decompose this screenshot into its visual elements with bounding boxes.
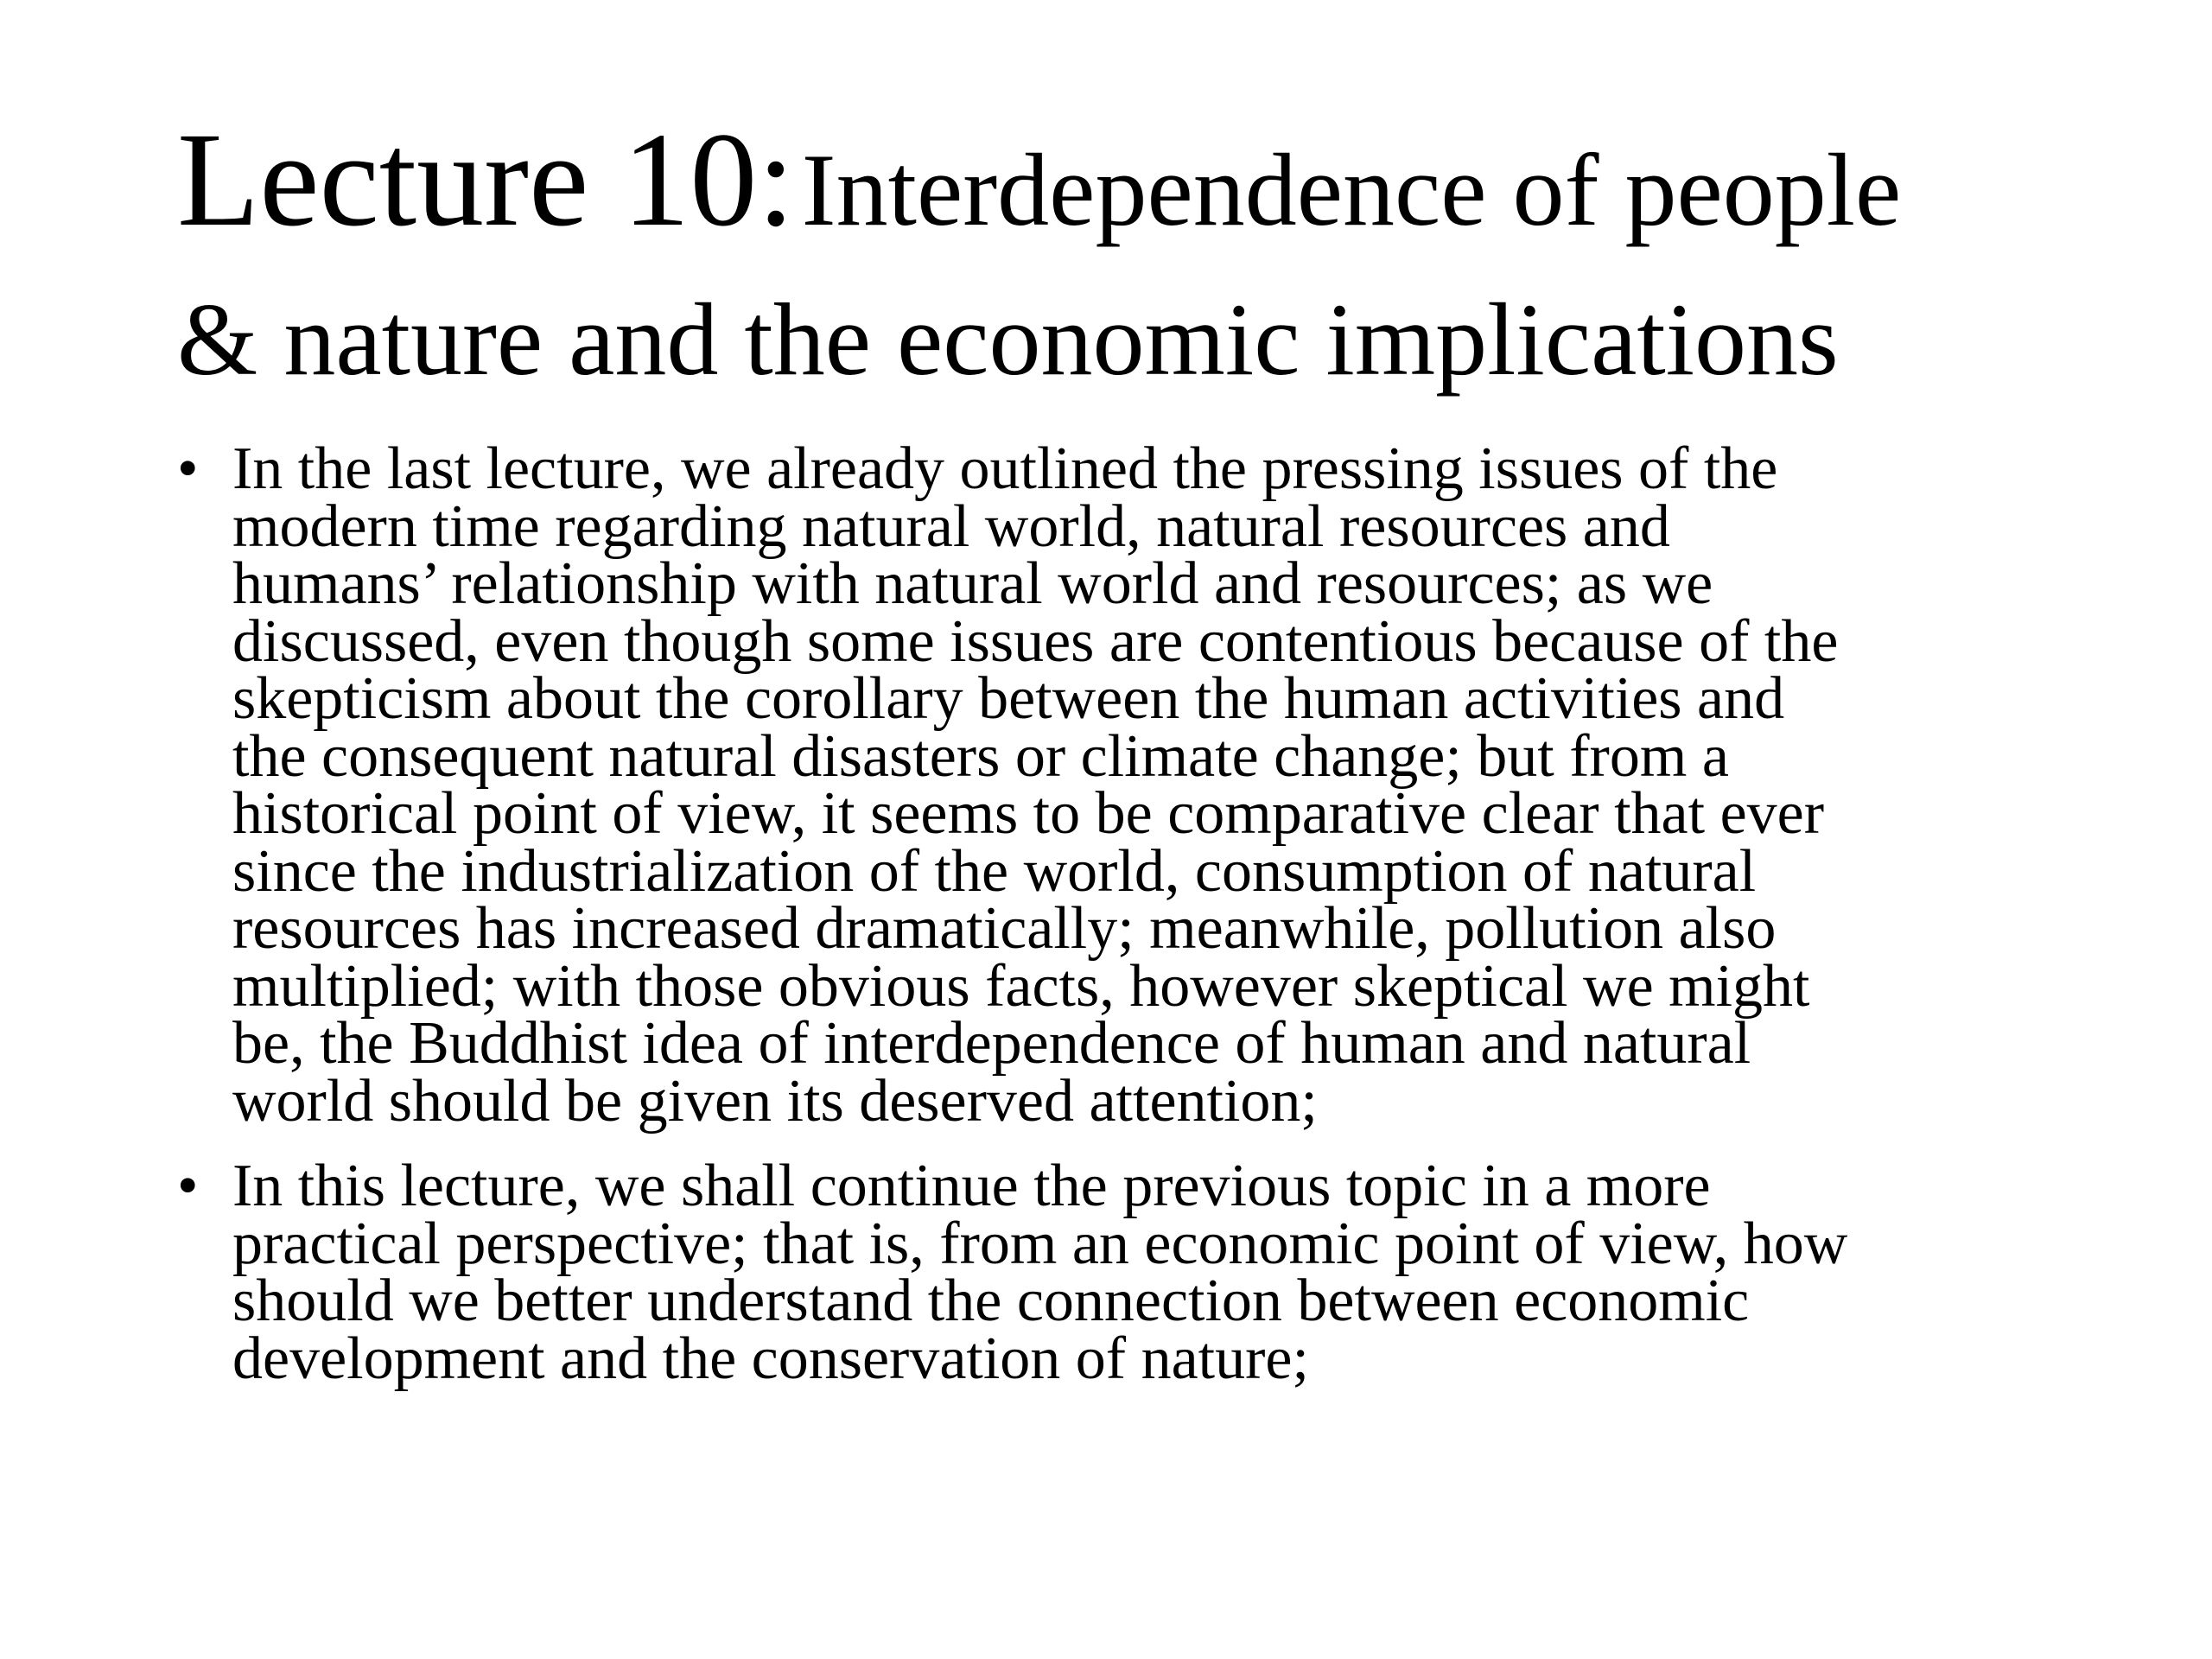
bullet-1-line-5: skepticism about the corollary between the human activities and [232,665,1785,732]
bullet-1-line-2: modern time regarding natural world, natural resources and [232,493,1670,560]
title-lecture-number: Lecture 10: [177,105,795,254]
slide-title [177,105,2121,402]
title-topic-part-2: & nature and the economic implications [177,282,1839,397]
bullet-list [177,435,2078,1392]
bullet-1-line-7: historical point of view, it seems to be comparative clear that ever [232,780,1825,847]
bullet-1-line-8: since the industrialization of the world, consumption of natural [232,837,1757,905]
bullet-2-line-2: practical perspective; that is, from an economic point of view, how [232,1210,1848,1277]
bullet-1-line-4: discussed, even though some issues are contentious because of the [232,607,1839,675]
bullet-item-2 [177,1153,2078,1392]
bullet-2-line-1: In this lecture, we shall continue the previous topic in a more [232,1153,1711,1219]
bullet-1-line-9: resources has increased dramatically; meanwhile, pollution also [232,895,1777,962]
bullet-marker: • [177,1153,199,1219]
bullet-marker: • [177,435,199,502]
bullet-1-line-1: In the last lecture, we already outlined the pressing issues of the [232,435,1778,502]
title-line-1 [177,105,2121,278]
bullet-1-line-11: be, the Buddhist idea of interdependence of human and natural [232,1010,1751,1077]
bullet-2-line-3: should we better understand the connection between economic [232,1268,1750,1334]
bullet-1-line-10: multiplied; with those obvious facts, however skeptical we might [232,952,1810,1020]
bullet-2-line-4: development and the conservation of nature; [232,1325,1309,1392]
bullet-1-line-12: world should be given its deserved attention; [232,1067,1318,1135]
bullet-item-1 [177,435,2078,1135]
bullet-1-line-6: the consequent natural disasters or climate change; but from a [232,722,1729,790]
bullet-1-line-3: humans’ relationship with natural world and resources; as we [232,550,1713,617]
title-topic-part-1: Interdependence of people [801,132,1902,247]
